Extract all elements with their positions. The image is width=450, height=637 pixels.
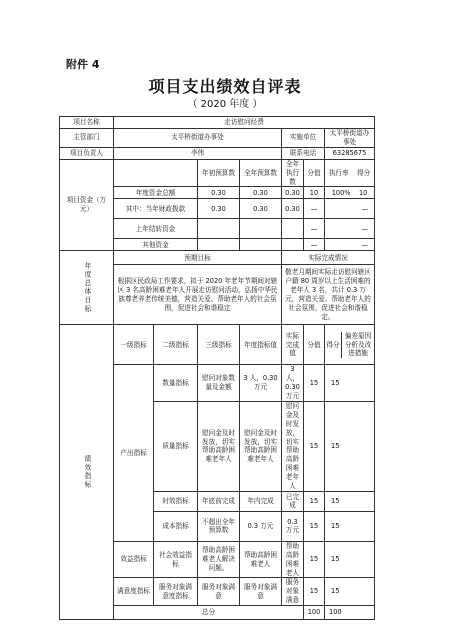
- funds-header-rate: 执行率: [328, 168, 349, 177]
- goals-expected-label: 预期目标: [114, 251, 282, 265]
- ind-actual: 慰问金及时发放，切实帮助高龄困难老年人: [282, 402, 304, 492]
- ind-score: 15: [304, 541, 325, 578]
- ind-score: 15: [304, 365, 325, 402]
- ind-l2: 社会效益指标: [154, 541, 198, 578]
- phone-value: 63285675: [325, 147, 375, 159]
- ind-target: 慰问金及时发放，切实帮助高龄困难老年人: [240, 402, 282, 492]
- fund-v1: 0.30: [198, 199, 240, 219]
- ind-l2: 服务对象满意度指标: [154, 578, 198, 606]
- funds-header-initial: 年初预算数: [198, 159, 240, 187]
- goals-label: 年度总体目标: [60, 251, 114, 325]
- fund-got: 10: [358, 188, 368, 197]
- funds-header-score: 分值: [304, 159, 325, 187]
- satisfaction-label: 满意度指标: [114, 578, 154, 606]
- ind-got: 15: [325, 578, 375, 606]
- owner-value: 李伟: [114, 147, 282, 159]
- fund-v3: 0.30: [282, 199, 304, 219]
- ind-actual: 帮助高龄困难老人: [282, 541, 304, 578]
- ind-target: 0.3 万元: [240, 511, 282, 541]
- ind-actual: 3 人，0.30 万元: [282, 365, 304, 402]
- total-got: 100: [325, 606, 375, 620]
- fund-v2: [240, 219, 282, 239]
- ind-header-got: 得分: [325, 332, 342, 359]
- effect-label: 效益指标: [114, 541, 154, 578]
- funds-header-blank: [114, 159, 198, 187]
- fund-v2: 0.30: [240, 199, 282, 219]
- indicators-section-label: 绩效指标: [60, 325, 114, 620]
- page-title: 项目支出绩效自评表: [148, 77, 302, 96]
- ind-l2: 时效指标: [154, 491, 198, 511]
- dept-label: 主管部门: [60, 129, 114, 148]
- funds-header-rate-got: [325, 159, 375, 187]
- self-evaluation-table: [59, 116, 375, 620]
- fund-v1: 0.30: [198, 187, 240, 199]
- ind-l3: 年底前完成: [198, 491, 240, 511]
- goals-actual-label: 实际完成情况: [282, 251, 375, 265]
- ind-got: 15: [325, 511, 375, 541]
- ind-target: 服务对象满意: [240, 578, 282, 606]
- ind-l3: 慰问对象数量及金额: [198, 365, 240, 402]
- ind-score: 15: [304, 402, 325, 492]
- ind-actual: 已完成: [282, 491, 304, 511]
- output-label: 产出指标: [114, 365, 154, 541]
- fund-name: 其他资金: [114, 239, 198, 251]
- funds-header-executed: 全年执行数: [282, 159, 304, 187]
- fund-name: 其中：当年财政拨款: [114, 199, 198, 219]
- ind-header-target: 年度指标值: [240, 325, 282, 365]
- fund-name: 上年结转资金: [114, 219, 198, 239]
- ind-l3: 慰问金及时发放，切实帮助高龄困难老年人: [198, 402, 240, 492]
- ind-score: 15: [304, 491, 325, 511]
- ind-actual: 0.3 万元: [282, 511, 304, 541]
- ind-header-got-deviation: [325, 325, 375, 365]
- year-label: （ 2020 年度 ）: [187, 99, 263, 110]
- fund-got: —: [325, 219, 375, 239]
- project-name-label: 项目名称: [60, 117, 114, 129]
- total-score: 100: [304, 606, 325, 620]
- ind-l3: 不超出全年预算数: [198, 511, 240, 541]
- ind-target: 年内完成: [240, 491, 282, 511]
- ind-score: 15: [304, 511, 325, 541]
- ind-got: 15: [325, 541, 375, 578]
- dept-value: 太平桥街道办事处: [114, 129, 282, 148]
- row-department: [60, 129, 375, 148]
- ind-actual: 服务对象满意: [282, 578, 304, 606]
- fund-rate-got: [325, 187, 375, 199]
- goals-header-row: [60, 251, 375, 265]
- funds-header-row: [60, 159, 375, 187]
- owner-label: 项目负责人: [60, 147, 114, 159]
- ind-got: 15: [325, 365, 375, 402]
- fund-score: —: [304, 199, 325, 219]
- goals-expected-text: 根据区民政局工作要求，拟于 2020 年老年节期间对辖区 3 名高龄困难老年人开展走访慰问活动，弘扬中华民族尊老养老传统美德，营造关爱、帮助老年人的社会氛围，促进社会和谐稳定: [114, 265, 282, 325]
- fund-v1: [198, 219, 240, 239]
- ind-header-l1: 一级指标: [114, 325, 154, 365]
- impl-label: 实施单位: [282, 129, 325, 148]
- total-label: 总分: [114, 606, 304, 620]
- fund-v3: 0.30: [282, 187, 304, 199]
- fund-v2: [240, 239, 282, 251]
- impl-value: 太平桥街道办事处: [325, 129, 375, 148]
- funds-label: 项目资金（万元）: [60, 159, 114, 251]
- ind-l2: 成本指标: [154, 511, 198, 541]
- attachment-label: 附件 4: [66, 58, 100, 71]
- ind-header-score: 分值: [304, 325, 325, 365]
- ind-got: 15: [325, 402, 375, 492]
- goals-actual-text: 敬老月期间实际走访慰问辖区户籍 80 周岁以上生活困难的老年人 3 名，共计 0.3 万元，营造关爱、帮助老年人的社会氛围，促进社会和谐稳定。: [282, 265, 375, 325]
- fund-score: 10: [304, 187, 325, 199]
- fund-v3: [282, 219, 304, 239]
- fund-got: —: [325, 199, 375, 219]
- fund-score: —: [304, 239, 325, 251]
- ind-got: 15: [325, 491, 375, 511]
- funds-header-got: 得分: [357, 168, 371, 177]
- row-project-name: [60, 117, 375, 129]
- fund-got: —: [325, 239, 375, 251]
- ind-score: 15: [304, 578, 325, 606]
- fund-rate: 100%: [331, 188, 351, 197]
- fund-v3: [282, 239, 304, 251]
- ind-target: 帮助高龄困难老人: [240, 541, 282, 578]
- row-owner: [60, 147, 375, 159]
- ind-l3: 服务对象满意: [198, 578, 240, 606]
- indicators-header-row: [60, 325, 375, 365]
- ind-l3: 帮助高龄困难老人解决问题。: [198, 541, 240, 578]
- fund-score: —: [304, 219, 325, 239]
- ind-l2: 数量指标: [154, 365, 198, 402]
- phone-label: 联系电话: [282, 147, 325, 159]
- ind-target: 3 人，0.30 万元: [240, 365, 282, 402]
- ind-header-deviation: 偏差原因分析及改进措施: [344, 331, 372, 358]
- fund-v2: 0.30: [240, 187, 282, 199]
- ind-header-actual: 实际完成值: [282, 325, 304, 365]
- funds-header-annual: 全年预算数: [240, 159, 282, 187]
- ind-header-l3: 三级指标: [198, 325, 240, 365]
- fund-name: 年度资金总额: [114, 187, 198, 199]
- ind-header-l2: 二级指标: [154, 325, 198, 365]
- ind-l2: 质量指标: [154, 402, 198, 492]
- project-name-value: 走访慰问经费: [114, 117, 375, 129]
- fund-v1: [198, 239, 240, 251]
